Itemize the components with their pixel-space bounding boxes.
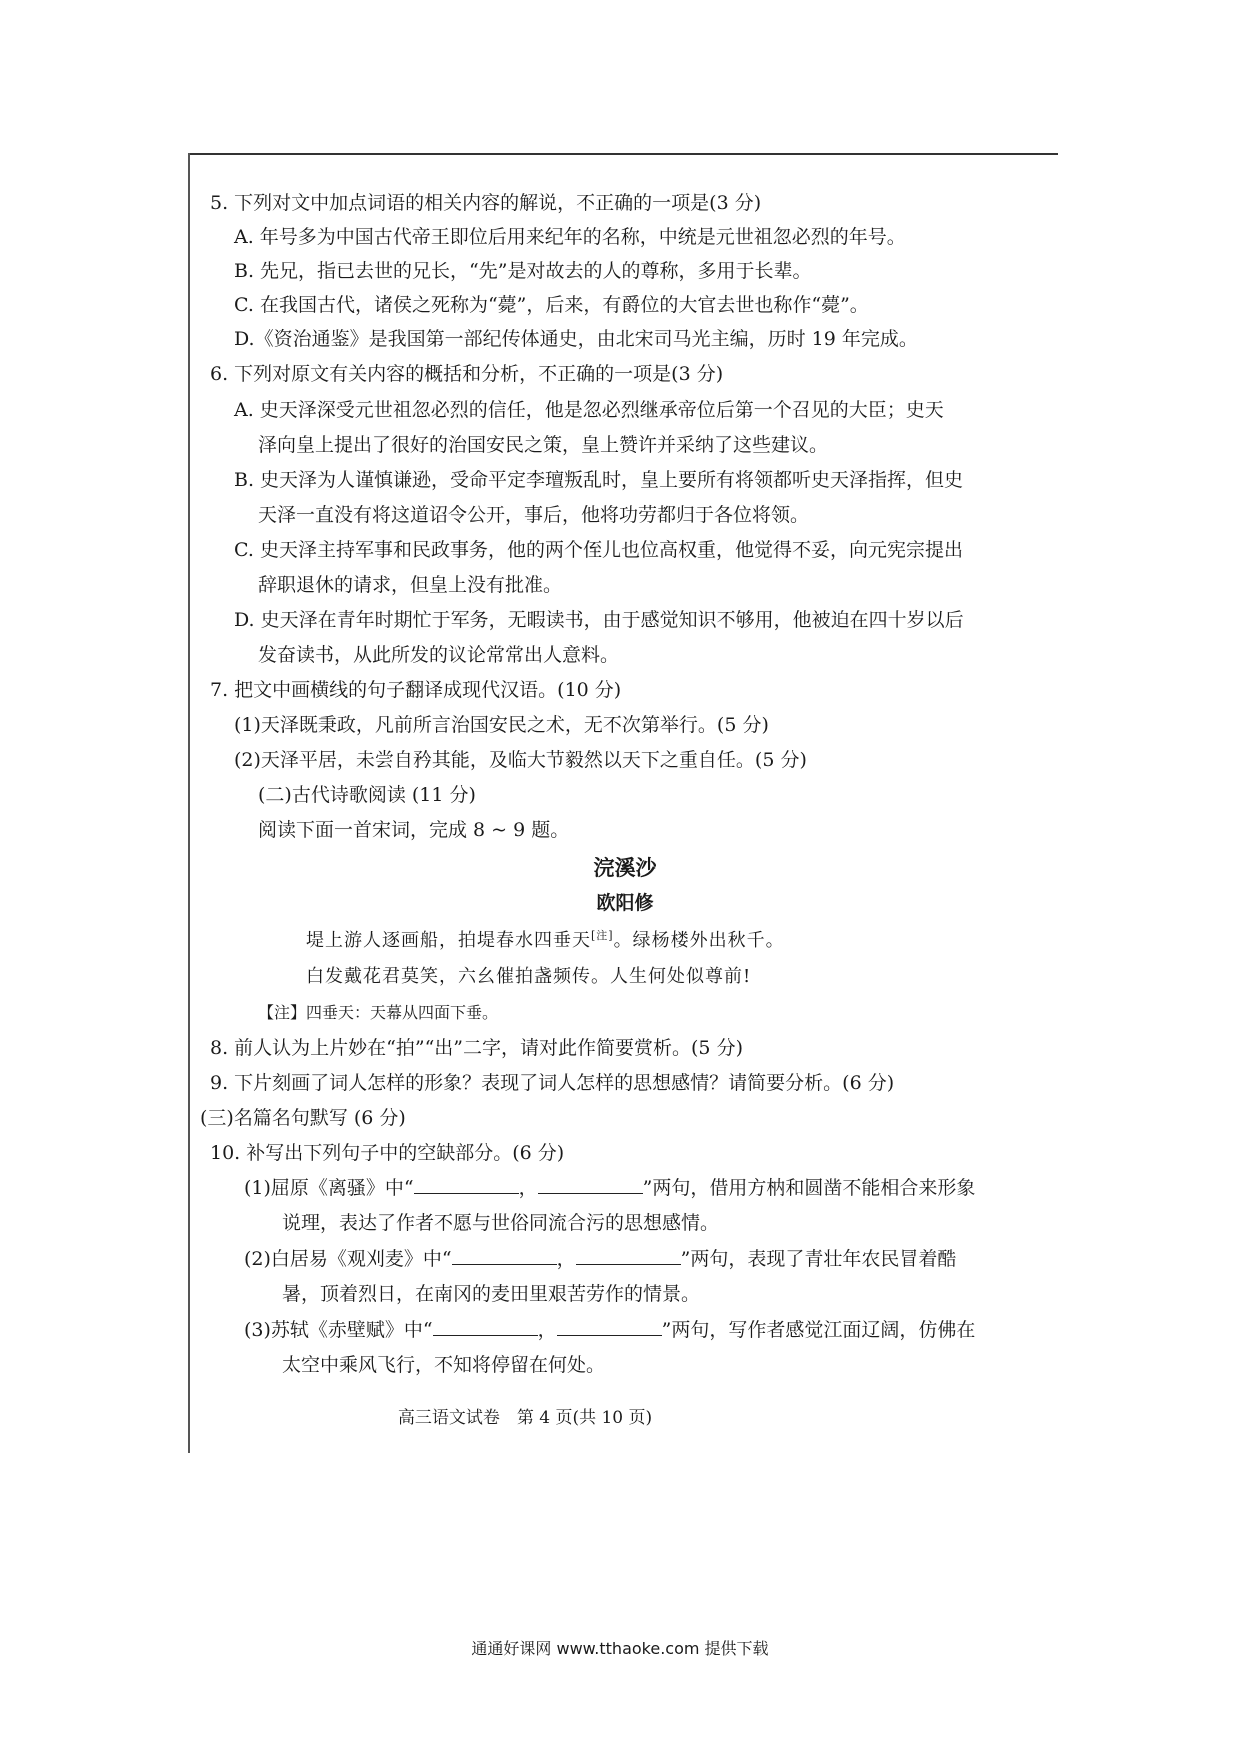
q10-stem: 10. 补写出下列句子中的空缺部分。(6 分) [210, 1142, 565, 1164]
poem-note: 【注】四垂天：天幕从四面下垂。 [258, 1003, 499, 1022]
q10-item-2-blank-2[interactable] [576, 1246, 681, 1265]
q5-option-c: C. 在我国古代，诸侯之死称为“薨”，后来，有爵位的大官去世也称作“薨”。 [234, 294, 869, 316]
q7-sentence-1: (1)天泽既秉政，凡前所言治国安民之术，无不次第举行。(5 分) [234, 714, 769, 736]
page-left-rule [188, 153, 190, 1453]
q10-item-2 [244, 1244, 956, 1271]
q9-stem: 9. 下片刻画了词人怎样的形象？表现了词人怎样的思想感情？请简要分析。(6 分) [210, 1072, 895, 1094]
page-footer: 高三语文试卷 第 4 页(共 10 页) [397, 1408, 653, 1428]
q10-item-3-continuation: 太空中乘风飞行，不知将停留在何处。 [282, 1354, 606, 1376]
poem-line-1 [306, 926, 785, 952]
poem-line-2: 白发戴花君莫笑，六幺催拍盏频传。人生何处似尊前! [306, 966, 752, 987]
page-top-rule [188, 153, 1058, 155]
q10-item-2-blank-1[interactable] [452, 1246, 557, 1265]
poem-author: 欧阳修 [596, 892, 654, 914]
section-3-heading: (三)名篇名句默写 (6 分) [200, 1107, 406, 1129]
q10-item-1-suffix: ”两句，借用方枘和圆凿不能相合来形象 [642, 1177, 976, 1199]
q6-option-a-line2: 泽向皇上提出了很好的治国安民之策，皇上赞许并采纳了这些建议。 [258, 434, 829, 456]
q5-option-d: D.《资治通鉴》是我国第一部纪传体通史，由北宋司马光主编，历时 19 年完成。 [234, 328, 918, 350]
section-2-heading: (二)古代诗歌阅读 (11 分) [258, 784, 476, 806]
q10-item-1-continuation: 说理，表达了作者不愿与世俗同流合污的思想感情。 [282, 1212, 720, 1234]
q10-item-1-prefix: (1)屈原《离骚》中“ [244, 1177, 414, 1199]
q10-item-1-blank-2[interactable] [538, 1175, 643, 1194]
q5-option-a: A. 年号多为中国古代帝王即位后用来纪年的名称，中统是元世祖忽必烈的年号。 [234, 226, 906, 248]
q10-item-1-blank-1[interactable] [414, 1175, 519, 1194]
q10-item-3 [244, 1315, 975, 1342]
q5-stem: 5. 下列对文中加点词语的相关内容的解说，不正确的一项是(3 分) [210, 192, 762, 214]
q6-option-b-line2: 天泽一直没有将这道诏令公开，事后，他将功劳都归于各位将领。 [258, 504, 810, 526]
poem-note-marker: [注] [591, 929, 614, 942]
q10-item-1-comma: ， [518, 1177, 538, 1199]
q5-option-b: B. 先兄，指已去世的兄长，“先”是对故去的人的尊称，多用于长辈。 [234, 260, 812, 282]
poem-title: 浣溪沙 [593, 856, 657, 880]
q6-option-d-line1: D. 史天泽在青年时期忙于军务，无暇读书，由于感觉知识不够用，他被迫在四十岁以后 [234, 609, 964, 631]
q10-item-3-blank-1[interactable] [433, 1317, 538, 1336]
q10-item-3-comma: ， [537, 1319, 557, 1341]
q10-item-3-prefix: (3)苏轼《赤壁赋》中“ [244, 1319, 433, 1341]
q6-option-d-line2: 发奋读书，从此所发的议论常常出人意料。 [258, 644, 620, 666]
q10-item-1 [244, 1173, 975, 1200]
q7-sentence-2: (2)天泽平居，未尝自矜其能，及临大节毅然以天下之重自任。(5 分) [234, 749, 807, 771]
q10-item-2-prefix: (2)白居易《观刈麦》中“ [244, 1248, 452, 1270]
q10-item-3-suffix: ”两句，写作者感觉江面辽阔，仿佛在 [661, 1319, 976, 1341]
q10-item-2-comma: ， [556, 1248, 576, 1270]
poem-line-1-first: 堤上游人逐画船，拍堤春水四垂天 [306, 930, 591, 951]
q7-stem: 7. 把文中画横线的句子翻译成现代汉语。(10 分) [210, 679, 622, 701]
poem-line-1-second: 。绿杨楼外出秋千。 [613, 930, 785, 951]
q6-option-c-line1: C. 史天泽主持军事和民政事务，他的两个侄儿也位高权重，他觉得不妥，向元宪宗提出 [234, 539, 963, 561]
q6-option-a-line1: A. 史天泽深受元世祖忽必烈的信任，他是忽必烈继承帝位后第一个召见的大臣；史天 [234, 399, 944, 421]
q6-option-b-line1: B. 史天泽为人谨慎谦逊，受命平定李璮叛乱时，皇上要所有将领都听史天泽指挥，但史 [234, 469, 964, 491]
q6-stem: 6. 下列对原文有关内容的概括和分析，不正确的一项是(3 分) [210, 363, 724, 385]
q8-stem: 8. 前人认为上片妙在“拍”“出”二字，请对此作简要赏析。(5 分) [210, 1037, 743, 1059]
section-2-intro: 阅读下面一首宋词，完成 8 ~ 9 题。 [258, 819, 570, 841]
q10-item-3-blank-2[interactable] [557, 1317, 662, 1336]
q10-item-2-suffix: ”两句，表现了青壮年农民冒着酷 [680, 1248, 957, 1270]
q10-item-2-continuation: 暑，顶着烈日，在南冈的麦田里艰苦劳作的情景。 [282, 1283, 701, 1305]
q6-option-c-line2: 辞职退休的请求，但皇上没有批准。 [258, 574, 563, 596]
download-source-footer: 通通好课网 www.tthaoke.com 提供下载 [471, 1639, 769, 1658]
